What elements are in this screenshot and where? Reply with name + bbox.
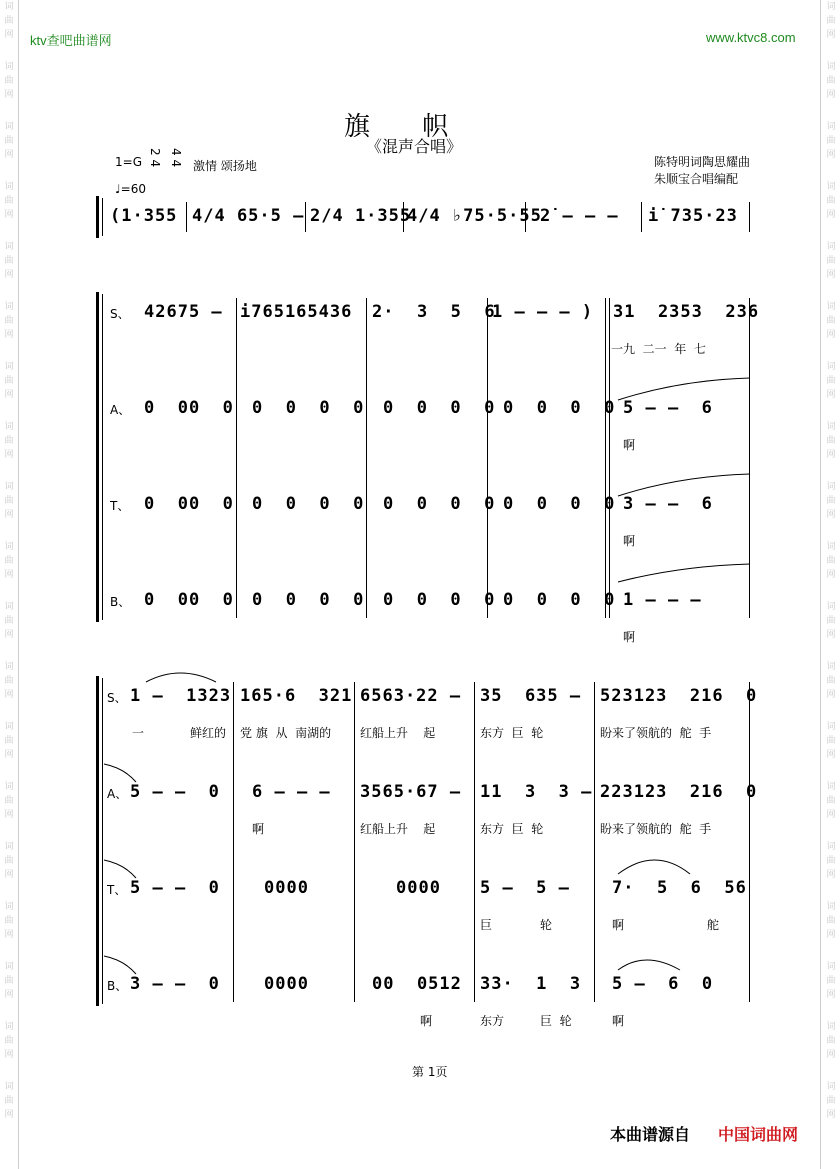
voice-label-soprano: S、 xyxy=(110,307,130,321)
watermark-glyph: 曲 xyxy=(826,436,836,446)
watermark-glyph: 网 xyxy=(4,270,14,280)
watermark-glyph: 词 xyxy=(826,242,836,252)
watermark-glyph: 曲 xyxy=(4,736,14,746)
soprano-lyric: 鲜红的 xyxy=(190,726,227,740)
soprano-lyric: 一 xyxy=(132,726,145,740)
bass-measure: 3 — — 0 xyxy=(130,974,220,994)
watermark-glyph: 词 xyxy=(4,242,14,252)
voice-label-tenor: T、 xyxy=(107,883,127,897)
watermark-glyph: 曲 xyxy=(826,16,836,26)
watermark-glyph: 网 xyxy=(4,690,14,700)
watermark-glyph: 曲 xyxy=(4,436,14,446)
watermark-glyph: 网 xyxy=(826,750,836,760)
watermark-glyph: 曲 xyxy=(4,196,14,206)
bass-lyric: 巨 轮 xyxy=(540,1014,572,1028)
voice-label-bass: B、 xyxy=(107,979,128,993)
watermark-glyph: 词 xyxy=(4,842,14,852)
system1-bracket xyxy=(96,196,99,238)
watermark-glyph: 曲 xyxy=(826,856,836,866)
watermark-glyph: 网 xyxy=(826,450,836,460)
alto-lyric: 啊 xyxy=(252,822,265,836)
system1-measure: 2̇ — — — xyxy=(540,206,619,226)
bass-measure: 5 — 6 0 xyxy=(612,974,714,994)
watermark-glyph: 网 xyxy=(4,30,14,40)
alto-measure: 11 3 3 — xyxy=(480,782,593,802)
alto-measure: 223123 216 0 xyxy=(600,782,758,802)
tie-arcs xyxy=(610,370,750,590)
watermark-glyph: 网 xyxy=(4,810,14,820)
tempo-mark: ♩=60 xyxy=(115,182,146,196)
time-signature-1: 2 4 xyxy=(148,148,162,168)
tenor-measure: 3 — — 6 xyxy=(623,494,713,514)
watermark-glyph: 曲 xyxy=(4,496,14,506)
watermark-glyph: 曲 xyxy=(4,256,14,266)
watermark-glyph: 曲 xyxy=(4,376,14,386)
watermark-glyph: 词 xyxy=(826,962,836,972)
watermark-glyph: 网 xyxy=(4,570,14,580)
watermark-glyph: 网 xyxy=(4,90,14,100)
watermark-glyph: 网 xyxy=(4,750,14,760)
soprano-lyrics: 一九 二一 年 七 xyxy=(611,342,706,356)
soprano-measure: 165·6 321 xyxy=(240,686,353,706)
system1-measure: 4/4 65·5 — xyxy=(192,206,305,226)
watermark-glyph: 词 xyxy=(826,1022,836,1032)
watermark-glyph: 网 xyxy=(826,630,836,640)
watermark-glyph: 网 xyxy=(4,390,14,400)
watermark-glyph: 网 xyxy=(4,870,14,880)
watermark-glyph: 曲 xyxy=(826,136,836,146)
credits-line2: 朱顺宝合唱编配 xyxy=(654,172,739,186)
watermark-glyph: 曲 xyxy=(826,496,836,506)
alto-lyric: 东方 巨 轮 xyxy=(480,822,544,836)
watermark-glyph: 词 xyxy=(826,722,836,732)
watermark-glyph: 曲 xyxy=(826,256,836,266)
voice-label-bass: B、 xyxy=(110,595,131,609)
watermark-glyph: 网 xyxy=(826,1110,836,1120)
alto-measure: 0 0 0 0 xyxy=(383,398,496,418)
watermark-glyph: 词 xyxy=(826,662,836,672)
watermark-glyph: 曲 xyxy=(4,976,14,986)
system1-measure: i̇ 735·23 xyxy=(648,206,738,226)
bass-measure: 0 00 0 xyxy=(144,590,234,610)
watermark-glyph: 曲 xyxy=(4,1036,14,1046)
page-frame-right xyxy=(820,0,821,1169)
watermark-glyph: 词 xyxy=(826,302,836,312)
tenor-measure: 0000 xyxy=(264,878,309,898)
tenor-measure: 5 — 5 — xyxy=(480,878,570,898)
watermark-glyph: 网 xyxy=(826,930,836,940)
watermark-glyph: 词 xyxy=(4,1082,14,1092)
watermark-glyph: 词 xyxy=(826,842,836,852)
soprano-measure: 1 — — — ) xyxy=(492,302,594,322)
alto-measure: 5 — — 0 xyxy=(130,782,220,802)
system1-measure: 4/4 ♭75·5·55 xyxy=(407,206,542,226)
key-signature: 1=G xyxy=(115,155,142,169)
soprano-measure: 31 2353 236 xyxy=(613,302,760,322)
bass-lyrics: 啊 xyxy=(623,630,636,644)
tenor-lyric: 轮 xyxy=(540,918,553,932)
watermark-glyph: 网 xyxy=(4,990,14,1000)
watermark-glyph: 曲 xyxy=(826,676,836,686)
watermark-glyph: 曲 xyxy=(4,616,14,626)
bass-lyric: 啊 xyxy=(612,1014,625,1028)
bass-measure: 00 0512 xyxy=(372,974,462,994)
voice-label-soprano: S、 xyxy=(107,691,127,705)
watermark-glyph: 曲 xyxy=(826,736,836,746)
watermark-glyph: 网 xyxy=(826,690,836,700)
soprano-measure: i765165436 xyxy=(240,302,353,322)
alto-lyric: 盼来了领航的 舵 手 xyxy=(600,822,712,836)
tenor-measure: 0 0 0 0 xyxy=(252,494,365,514)
watermark-glyph: 曲 xyxy=(826,376,836,386)
watermark-glyph: 词 xyxy=(826,1082,836,1092)
left-watermark-column xyxy=(2,0,16,1169)
tenor-lyric: 啊 xyxy=(612,918,625,932)
watermark-glyph: 曲 xyxy=(4,16,14,26)
barline xyxy=(366,298,367,618)
watermark-glyph: 词 xyxy=(4,962,14,972)
soprano-lyric: 东方 巨 轮 xyxy=(480,726,544,740)
bass-lyric: 啊 xyxy=(420,1014,433,1028)
barline xyxy=(605,298,606,618)
watermark-glyph: 曲 xyxy=(4,676,14,686)
watermark-glyph: 词 xyxy=(826,182,836,192)
song-subtitle: 《混声合唱》 xyxy=(366,137,463,156)
soprano-lyric: 红船上升 起 xyxy=(360,726,436,740)
watermark-glyph: 曲 xyxy=(4,1096,14,1106)
watermark-glyph: 网 xyxy=(826,150,836,160)
watermark-glyph: 词 xyxy=(826,602,836,612)
alto-lyric: 红船上升 起 xyxy=(360,822,436,836)
watermark-glyph: 词 xyxy=(4,662,14,672)
watermark-glyph: 曲 xyxy=(826,316,836,326)
tenor-lyrics: 啊 xyxy=(623,534,636,548)
watermark-glyph: 网 xyxy=(826,870,836,880)
watermark-glyph: 曲 xyxy=(826,556,836,566)
watermark-glyph: 词 xyxy=(826,782,836,792)
tenor-measure: 5 — — 0 xyxy=(130,878,220,898)
bass-measure: 0 0 0 0 xyxy=(503,590,616,610)
barline xyxy=(749,202,750,232)
tenor-measure: 0000 xyxy=(396,878,441,898)
watermark-glyph: 曲 xyxy=(4,76,14,86)
right-watermark-column xyxy=(824,0,838,1169)
alto-measure: 0 0 0 0 xyxy=(503,398,616,418)
watermark-glyph: 词 xyxy=(4,722,14,732)
system1-measure: 2/4 1·355 xyxy=(310,206,412,226)
watermark-glyph: 曲 xyxy=(4,916,14,926)
watermark-glyph: 网 xyxy=(4,510,14,520)
system2-bracket xyxy=(96,292,99,622)
watermark-glyph: 网 xyxy=(826,990,836,1000)
watermark-glyph: 词 xyxy=(826,122,836,132)
watermark-glyph: 网 xyxy=(826,90,836,100)
barline xyxy=(749,682,750,1002)
soprano-measure: 2· 3 5 6 xyxy=(372,302,496,322)
watermark-glyph: 网 xyxy=(4,330,14,340)
alto-measure: 5 — — 6 xyxy=(623,398,713,418)
watermark-glyph: 曲 xyxy=(826,1096,836,1106)
watermark-glyph: 词 xyxy=(4,302,14,312)
watermark-glyph: 网 xyxy=(826,30,836,40)
soprano-measure: 1 — 1323 xyxy=(130,686,232,706)
watermark-glyph: 词 xyxy=(826,362,836,372)
bass-measure: 0 0 0 0 xyxy=(383,590,496,610)
watermark-glyph: 网 xyxy=(4,1110,14,1120)
soprano-lyric: 盼来了领航的 舵 手 xyxy=(600,726,712,740)
tenor-measure: 0 00 0 xyxy=(144,494,234,514)
watermark-glyph: 网 xyxy=(826,570,836,580)
tenor-measure: 0 0 0 0 xyxy=(503,494,616,514)
voice-label-alto: A、 xyxy=(110,403,131,417)
soprano-measure: 523123 216 0 xyxy=(600,686,758,706)
system3-bracket xyxy=(96,676,99,1006)
watermark-glyph: 词 xyxy=(826,902,836,912)
soprano-lyric: 党 旗 从 南湖的 xyxy=(240,726,332,740)
barline xyxy=(305,202,306,232)
watermark-glyph: 词 xyxy=(4,182,14,192)
bass-measure: 0000 xyxy=(264,974,309,994)
watermark-glyph: 曲 xyxy=(826,616,836,626)
barline xyxy=(236,298,237,618)
watermark-glyph: 网 xyxy=(826,330,836,340)
watermark-glyph: 网 xyxy=(4,450,14,460)
alto-measure: 3565·67 — xyxy=(360,782,462,802)
watermark-glyph: 网 xyxy=(4,1050,14,1060)
watermark-glyph: 曲 xyxy=(826,1036,836,1046)
watermark-glyph: 词 xyxy=(4,482,14,492)
watermark-glyph: 曲 xyxy=(826,76,836,86)
bass-measure: 33· 1 3 xyxy=(480,974,582,994)
watermark-glyph: 网 xyxy=(826,210,836,220)
watermark-glyph: 曲 xyxy=(4,136,14,146)
watermark-glyph: 网 xyxy=(4,210,14,220)
page-frame-left xyxy=(18,0,19,1169)
bass-lyric: 东方 xyxy=(480,1014,505,1028)
watermark-glyph: 词 xyxy=(4,122,14,132)
source-label: 本曲谱源自 xyxy=(610,1125,691,1144)
watermark-glyph: 词 xyxy=(826,422,836,432)
page-number: 第 1页 xyxy=(412,1065,448,1079)
tenor-lyric: 舵 xyxy=(707,918,720,932)
watermark-glyph: 曲 xyxy=(826,976,836,986)
tenor-lyric: 巨 xyxy=(480,918,493,932)
alto-measure: 0 0 0 0 xyxy=(252,398,365,418)
system1-measure: (1·355 xyxy=(110,206,178,226)
system2-bracket-inner xyxy=(102,294,103,620)
expression-mark: 激情 颂扬地 xyxy=(193,159,257,173)
watermark-glyph: 词 xyxy=(4,422,14,432)
watermark-glyph: 曲 xyxy=(4,316,14,326)
watermark-glyph: 词 xyxy=(826,542,836,552)
bass-measure: 1 — — — xyxy=(623,590,702,610)
barline xyxy=(186,202,187,232)
alto-measure: 6 — — — xyxy=(252,782,331,802)
watermark-glyph: 词 xyxy=(4,602,14,612)
source-name[interactable]: 中国词曲网 xyxy=(718,1125,799,1144)
soprano-measure: 35 635 — xyxy=(480,686,582,706)
watermark-glyph: 曲 xyxy=(4,556,14,566)
watermark-glyph: 曲 xyxy=(4,856,14,866)
slur-arcs xyxy=(100,664,740,984)
watermark-glyph: 词 xyxy=(826,62,836,72)
alto-measure: 0 00 0 xyxy=(144,398,234,418)
song-title: 旗 帜 xyxy=(344,112,451,142)
time-signature-2: 4 4 xyxy=(169,148,183,168)
watermark-glyph: 词 xyxy=(4,1022,14,1032)
watermark-glyph: 词 xyxy=(4,362,14,372)
watermark-glyph: 网 xyxy=(826,390,836,400)
barline xyxy=(487,298,488,618)
watermark-glyph: 词 xyxy=(4,542,14,552)
watermark-glyph: 网 xyxy=(4,150,14,160)
header-right-site[interactable]: www.ktvc8.com xyxy=(706,30,796,45)
watermark-glyph: 网 xyxy=(826,270,836,280)
tenor-measure: 0 0 0 0 xyxy=(383,494,496,514)
watermark-glyph: 网 xyxy=(826,510,836,520)
watermark-glyph: 曲 xyxy=(826,796,836,806)
watermark-glyph: 网 xyxy=(826,1050,836,1060)
tenor-measure: 7· 5 6 56 xyxy=(612,878,747,898)
soprano-measure: 42675 — xyxy=(144,302,223,322)
barline xyxy=(641,202,642,232)
watermark-glyph: 网 xyxy=(4,930,14,940)
watermark-glyph: 曲 xyxy=(826,196,836,206)
watermark-glyph: 曲 xyxy=(4,796,14,806)
watermark-glyph: 网 xyxy=(4,630,14,640)
alto-lyrics: 啊 xyxy=(623,438,636,452)
watermark-glyph: 词 xyxy=(4,782,14,792)
soprano-measure: 6563·22 — xyxy=(360,686,462,706)
voice-label-alto: A、 xyxy=(107,787,128,801)
credits-line1: 陈特明词陶思耀曲 xyxy=(654,155,751,169)
system1-bracket-inner xyxy=(102,198,103,236)
watermark-glyph: 词 xyxy=(4,62,14,72)
watermark-glyph: 词 xyxy=(826,482,836,492)
watermark-glyph: 网 xyxy=(826,810,836,820)
bass-measure: 0 0 0 0 xyxy=(252,590,365,610)
watermark-glyph: 曲 xyxy=(826,916,836,926)
watermark-glyph: 词 xyxy=(4,902,14,912)
voice-label-tenor: T、 xyxy=(110,499,130,513)
watermark-glyph: 词 xyxy=(826,2,836,12)
watermark-glyph: 词 xyxy=(4,2,14,12)
header-left-site[interactable]: ktv查吧曲谱网 xyxy=(30,33,112,48)
